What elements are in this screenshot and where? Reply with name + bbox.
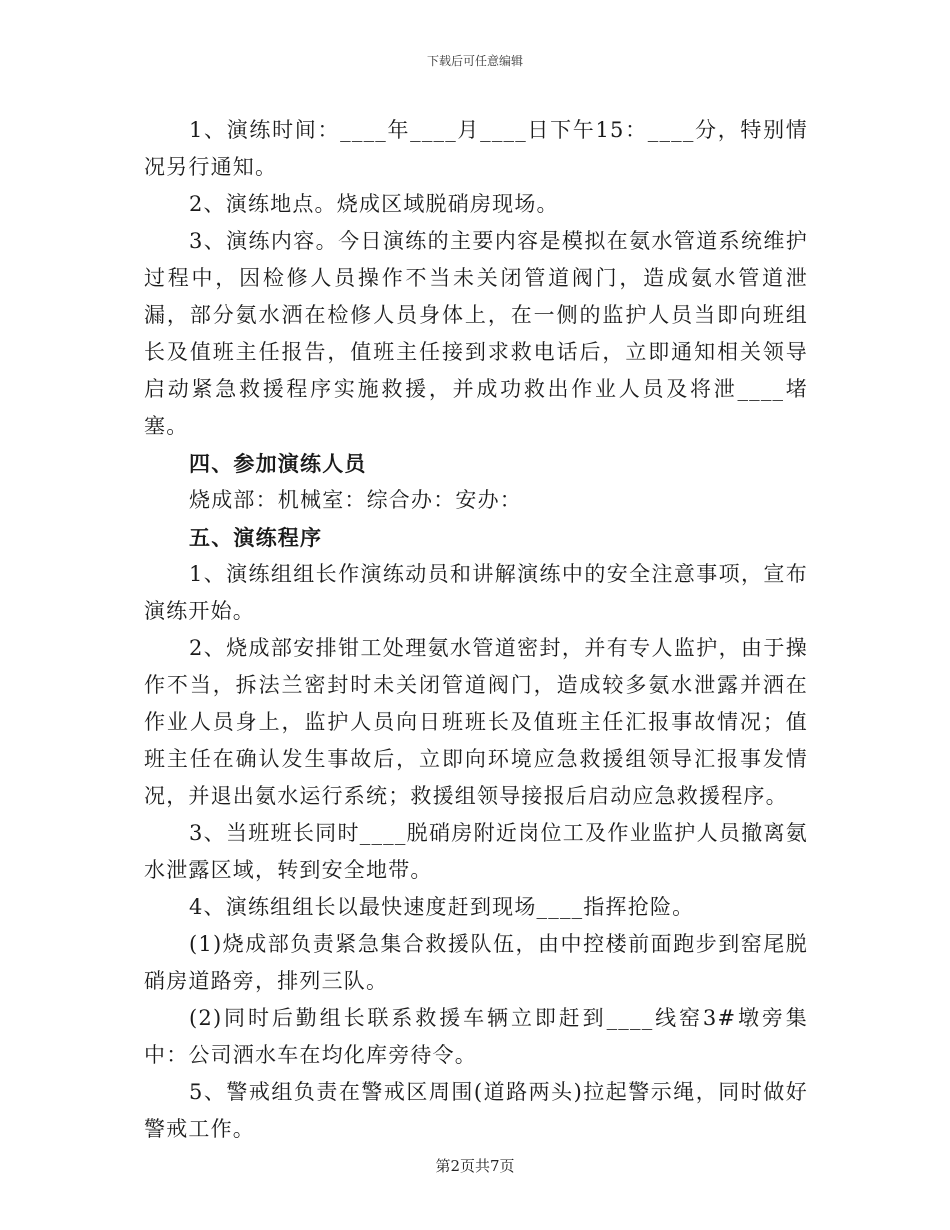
paragraph-procedure-1: 1、演练组组长作演练动员和讲解演练中的安全注意事项，宣布演练开始。: [144, 562, 808, 623]
document-body: [144, 112, 808, 1148]
paragraph-procedure-2: 2、烧成部安排钳工处理氨水管道密封，并有专人监护，由于操作不当，拆法兰密封时未关闭管道阀门，造成较多氨水泄露并洒在作业人员身上，监护人员向日班班长及值班主任汇报事故情况；值班主任在确认发生事故后，立即向环境应急救援组领导汇报事发情况，并退出氨水运行系统；救援组领导接报后启动应急救援程序。: [144, 636, 808, 808]
paragraph-procedure-5: 5、警戒组负责在警戒区周围(道路两头)拉起警示绳，同时做好警戒工作。: [144, 1080, 808, 1141]
paragraph-drill-time: 1、演练时间：____年____月____日下午15：____分，特别情况另行通知。: [144, 118, 808, 179]
section-heading-procedure: 五、演练程序: [189, 525, 323, 550]
paragraph-drill-location: 2、演练地点。烧成区域脱硝房现场。: [189, 192, 559, 216]
page-header: 下载后可任意编辑: [426, 54, 523, 68]
paragraph-participants: 烧成部：机械室：综合办：安办：: [189, 488, 522, 512]
paragraph-procedure-4: 4、演练组组长以最快速度赶到现场____指挥抢险。: [189, 895, 695, 919]
paragraph-procedure-3: 3、当班班长同时____脱硝房附近岗位工及作业监护人员撤离氨水泄露区域，转到安全地带。: [144, 821, 808, 882]
paragraph-procedure-4-2: (2)同时后勤组长联系救援车辆立即赶到____线窑3#墩旁集中：公司洒水车在均化库旁待令。: [144, 1006, 808, 1067]
paragraph-drill-content: 3、演练内容。今日演练的主要内容是模拟在氨水管道系统维护过程中，因检修人员操作不当未关闭管道阀门，造成氨水管道泄漏，部分氨水洒在检修人员身体上，在一侧的监护人员当即向班组长及值班主任报告，值班主任接到求救电话后，立即通知相关领导启动紧急救援程序实施救援，并成功救出作业人员及将泄____堵塞。: [144, 229, 808, 438]
paragraph-procedure-4-1: (1)烧成部负责紧急集合救援队伍，由中控楼前面跑步到窑尾脱硝房道路旁，排列三队。: [144, 932, 808, 993]
section-heading-participants: 四、参加演练人员: [189, 451, 367, 476]
page-number: 第2页共7页: [435, 1157, 515, 1175]
